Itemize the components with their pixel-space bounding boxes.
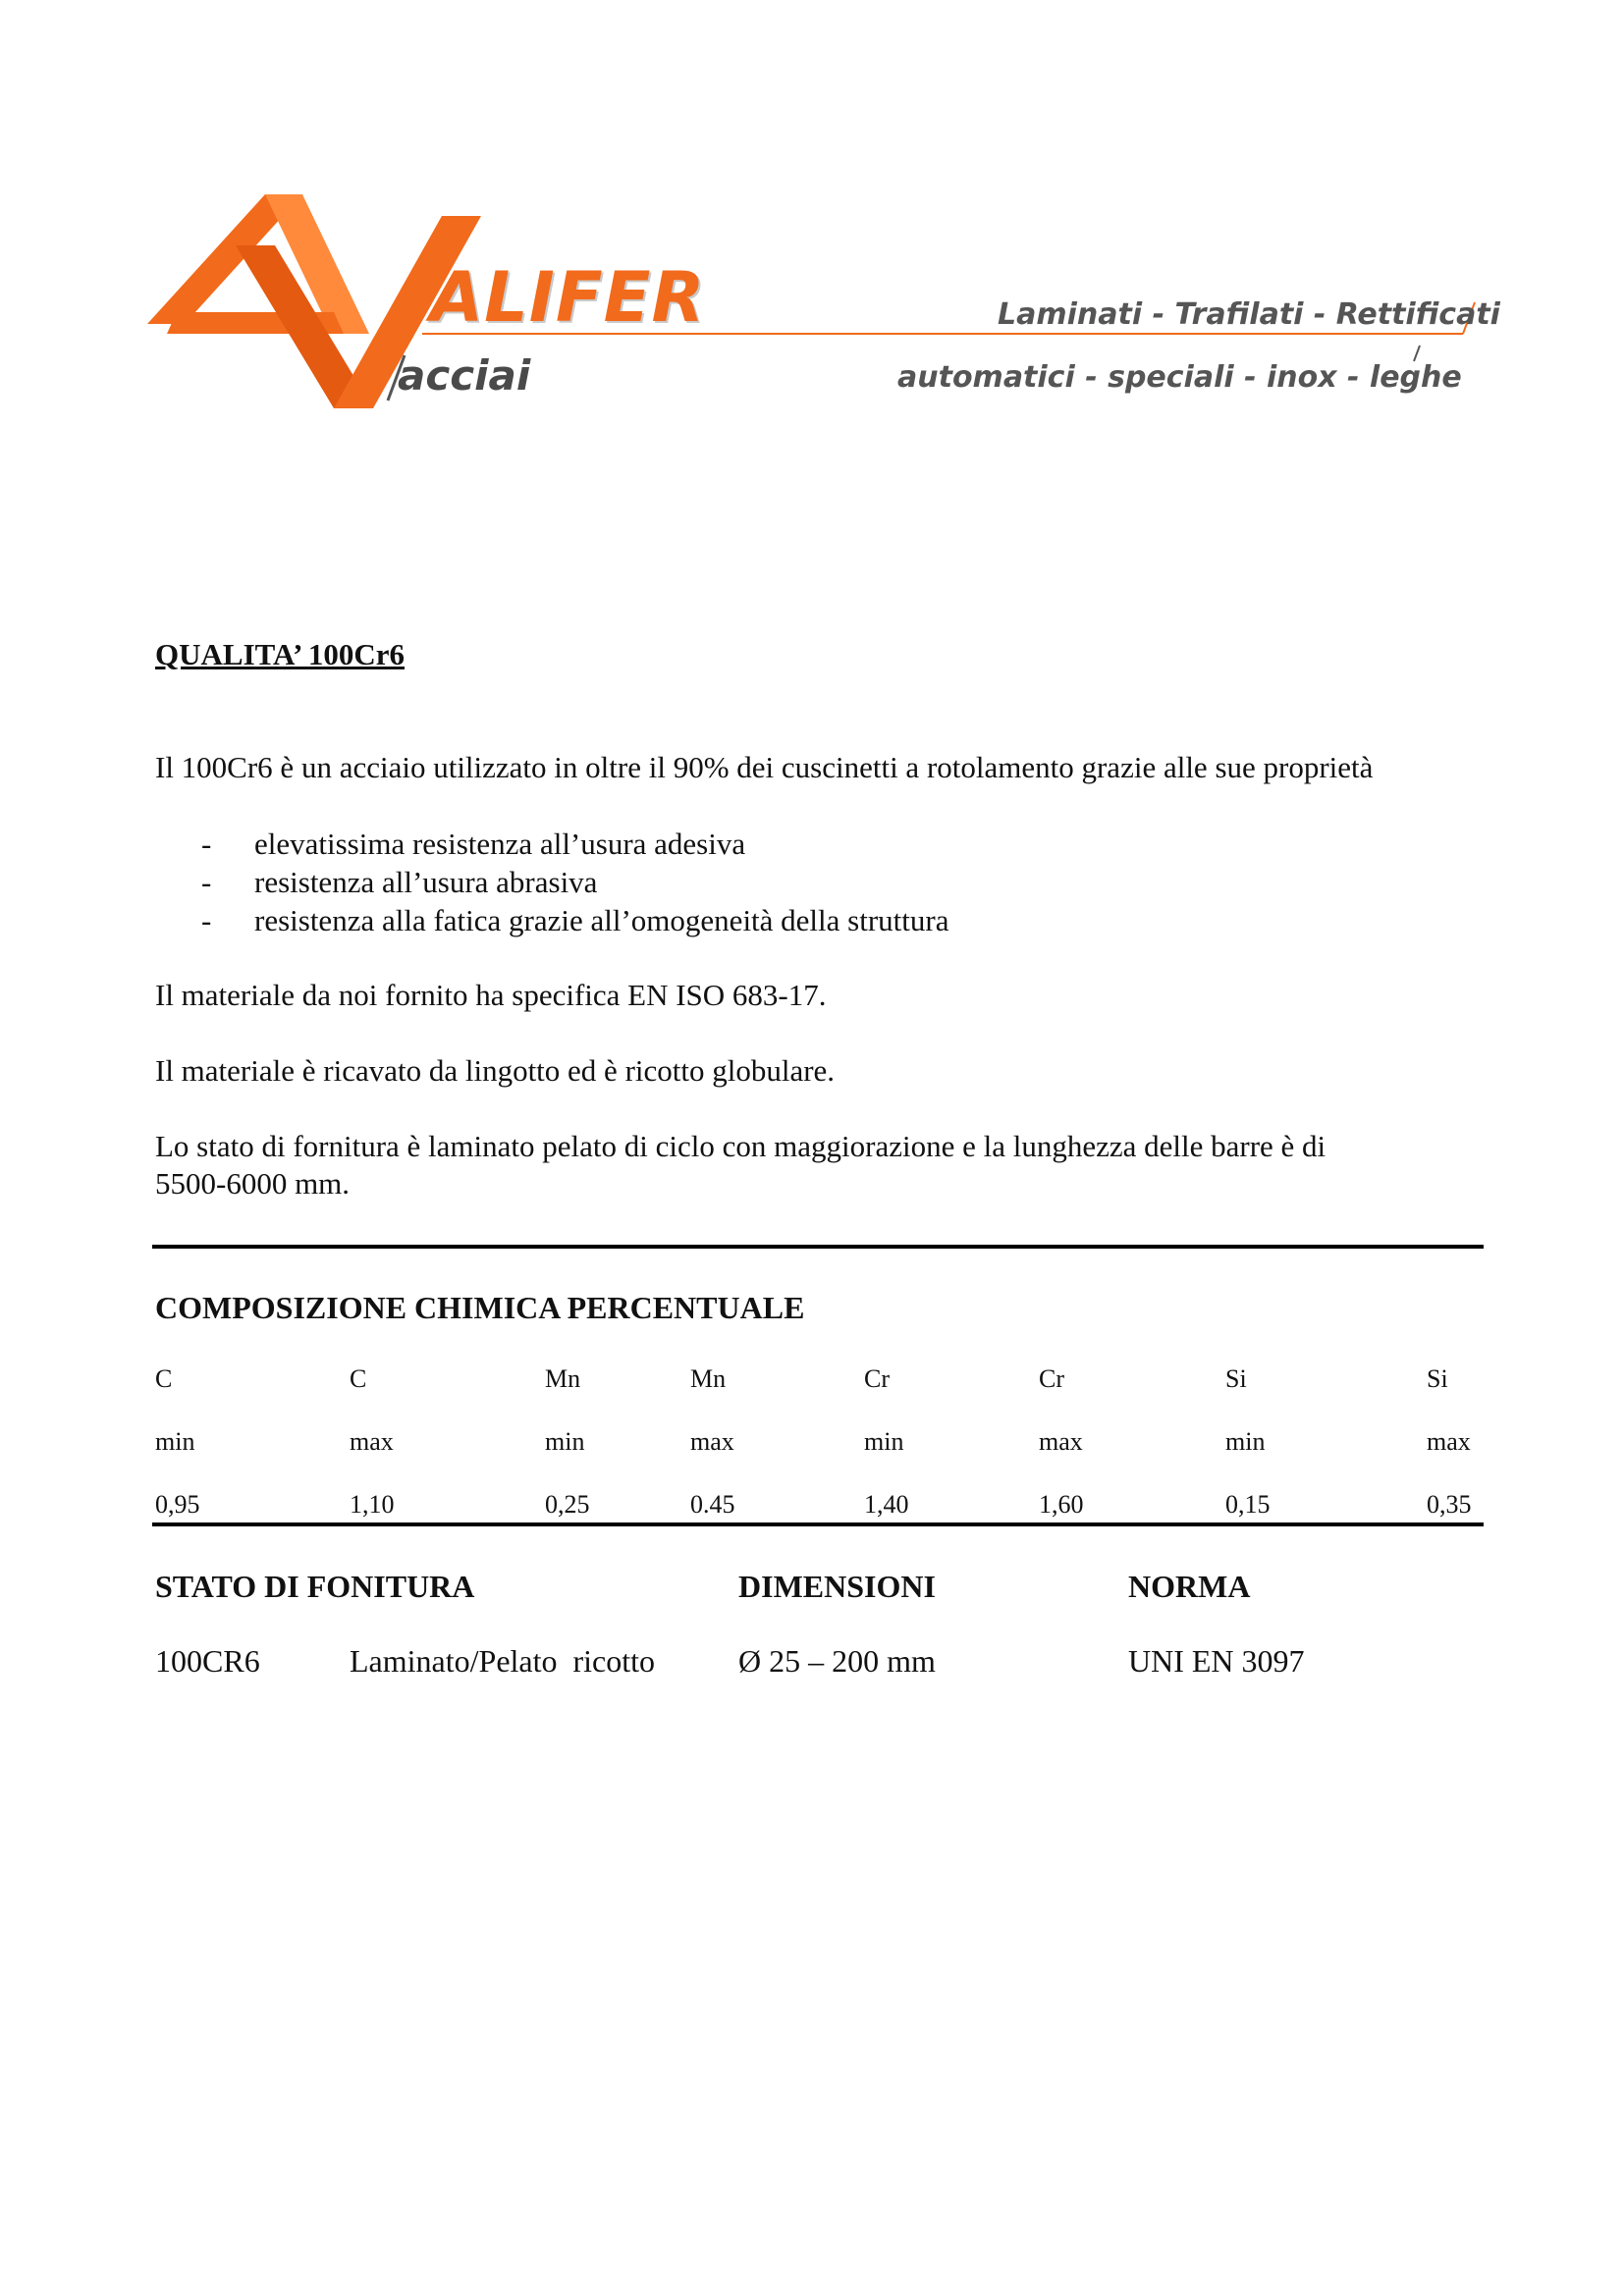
value-cell: 0,15	[1225, 1490, 1271, 1519]
element-cell: Si	[1225, 1364, 1247, 1393]
limit-cell: min	[1225, 1427, 1266, 1456]
norm-cell: UNI EN 3097	[1128, 1643, 1305, 1679]
value-cell: 1,40	[864, 1490, 909, 1519]
table-divider	[152, 1522, 1484, 1526]
properties-list	[201, 825, 948, 939]
limit-cell: max	[1427, 1427, 1471, 1456]
tagline-categories: automatici - speciali - inox - leghe	[897, 360, 1462, 395]
element-cell: C	[350, 1364, 367, 1393]
grade-cell: 100CR6	[155, 1643, 260, 1679]
limit-cell: min	[545, 1427, 585, 1456]
property-text: resistenza all’usura abrasiva	[254, 865, 598, 899]
limit-cell: max	[350, 1427, 394, 1456]
bullet-dash: -	[201, 865, 212, 899]
list-item	[201, 825, 948, 863]
spec-paragraph: Il materiale da noi fornito ha specifica EN ISO 683-17.	[155, 978, 827, 1012]
dimensions-cell: Ø 25 – 200 mm	[738, 1643, 936, 1679]
brand-name: ALIFER	[430, 257, 706, 338]
supply-paragraph-line-1: Lo stato di fornitura è laminato pelato di ciclo con maggiorazione e la lunghezza delle barre è di	[155, 1129, 1326, 1163]
value-cell: 0,35	[1427, 1490, 1472, 1519]
element-cell: Cr	[864, 1364, 890, 1393]
origin-paragraph: Il materiale è ricavato da lingotto ed è ricotto globulare.	[155, 1053, 836, 1088]
limit-cell: max	[690, 1427, 734, 1456]
bullet-dash: -	[201, 827, 212, 861]
value-cell: 1,10	[350, 1490, 395, 1519]
property-text: elevatissima resistenza all’usura adesiva	[254, 827, 746, 861]
supply-state-header: STATO DI FONITURA	[155, 1569, 475, 1604]
limit-cell: min	[864, 1427, 904, 1456]
supply-paragraph-line-2: 5500-6000 mm.	[155, 1166, 351, 1201]
intro-paragraph: Il 100Cr6 è un acciaio utilizzato in oltre il 90% dei cuscinetti a rotolamento grazie alle sue proprietà	[155, 750, 1374, 784]
supply-state-cell: Laminato/Pelato ricotto	[350, 1643, 656, 1679]
tagline-products: Laminati - Trafilati - Rettificati	[998, 297, 1500, 332]
bullet-dash: -	[201, 903, 212, 937]
element-cell: Mn	[690, 1364, 727, 1393]
list-item	[201, 863, 948, 901]
element-cell: Si	[1427, 1364, 1448, 1393]
element-cell: Mn	[545, 1364, 581, 1393]
value-cell: 1,60	[1039, 1490, 1084, 1519]
limit-cell: max	[1039, 1427, 1083, 1456]
section-divider	[152, 1245, 1484, 1249]
dimensions-header: DIMENSIONI	[738, 1569, 936, 1604]
property-text: resistenza alla fatica grazie all’omogeneità della struttura	[254, 903, 949, 937]
list-item	[201, 901, 948, 939]
element-cell: Cr	[1039, 1364, 1064, 1393]
limit-cell: min	[155, 1427, 195, 1456]
value-cell: 0,25	[545, 1490, 590, 1519]
norm-header: NORMA	[1128, 1569, 1251, 1604]
value-cell: 0.45	[690, 1490, 735, 1519]
value-cell: 0,95	[155, 1490, 200, 1519]
brand-subtitle: acciai	[398, 351, 531, 400]
element-cell: C	[155, 1364, 173, 1393]
document-title: QUALITA’ 100Cr6	[155, 637, 406, 671]
composition-heading: COMPOSIZIONE CHIMICA PERCENTUALE	[155, 1290, 805, 1325]
